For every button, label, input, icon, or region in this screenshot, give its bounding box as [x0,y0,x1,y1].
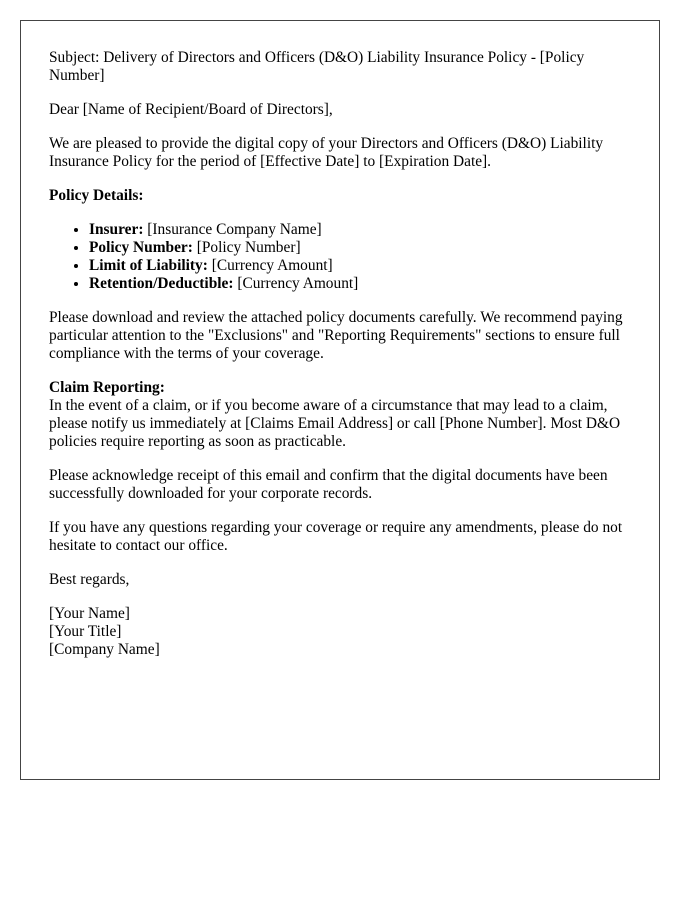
item-value: [Currency Amount] [207,257,333,274]
policy-details-heading: Policy Details: [49,187,144,204]
list-item-policy-number [89,239,631,257]
item-label: Insurer: [89,221,144,238]
signature-title: [Your Title] [49,623,122,640]
greeting: Dear [Name of Recipient/Board of Directors], [49,101,333,118]
list-item-limit-of-liability [89,257,631,275]
policy-details-list [49,221,631,293]
signature-company: [Company Name] [49,641,160,658]
claim-reporting-heading: Claim Reporting: [49,379,165,396]
item-label: Policy Number: [89,239,193,256]
item-label: Retention/Deductible: [89,275,234,292]
claim-reporting-section [49,379,631,451]
list-item-insurer [89,221,631,239]
intro-paragraph: We are pleased to provide the digital copy of your Directors and Officers (D&O) Liability Insurance Policy for the period of [Effective Date] to [Expiration Date]. [49,135,604,170]
closing: Best regards, [49,571,130,588]
letter-body [20,20,660,780]
signature-name: [Your Name] [49,605,130,622]
questions-paragraph: If you have any questions regarding your coverage or require any amendments, please do not hesitate to contact our office. [49,519,623,554]
item-value: [Insurance Company Name] [143,221,322,238]
item-label: Limit of Liability: [89,257,208,274]
subject-line: Subject: Delivery of Directors and Officers (D&O) Liability Insurance Policy - [Policy Number] [49,49,585,84]
item-value: [Currency Amount] [233,275,359,292]
review-paragraph: Please download and review the attached policy documents carefully. We recommend paying particular attention to the "Exclusions" and "Reporting Requirements" sections to ensure full compliance with the terms of your coverage. [49,309,623,362]
signature-block [49,605,631,659]
claim-reporting-body: In the event of a claim, or if you become aware of a circumstance that may lead to a claim, please notify us immediately at [Claims Email Address] or call [Phone Number]. Most D&O policies require reporting as soon as practicable. [49,397,621,450]
list-item-retention [89,275,631,293]
item-value: [Policy Number] [192,239,301,256]
acknowledge-paragraph: Please acknowledge receipt of this email and confirm that the digital documents have been successfully downloaded for your corporate records. [49,467,608,502]
